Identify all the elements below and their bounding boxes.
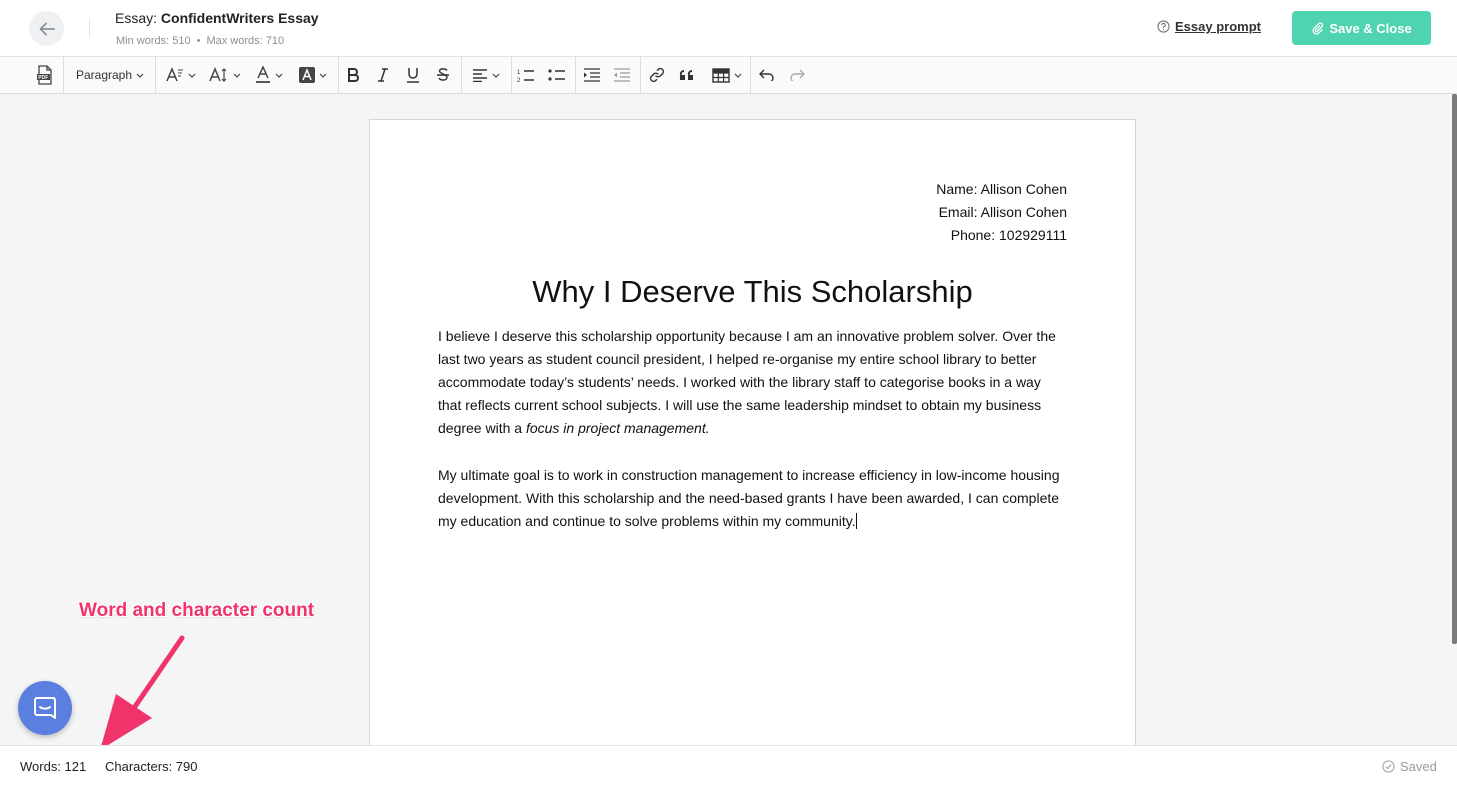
svg-text:2: 2 — [517, 77, 521, 83]
redo-icon — [789, 69, 805, 81]
back-button[interactable] — [29, 11, 64, 46]
paragraph-style-dropdown[interactable] — [72, 63, 148, 87]
document-title-name: ConfidentWriters Essay — [160, 10, 319, 26]
document-title-prefix: Essay: — [115, 10, 161, 26]
essay-prompt-link[interactable] — [1157, 19, 1261, 34]
outdent-button[interactable] — [612, 63, 632, 87]
annotation-arrow-icon — [94, 632, 190, 754]
toolbar-separator — [338, 57, 339, 94]
check-circle-icon — [1382, 760, 1395, 773]
line-height-dropdown[interactable] — [206, 63, 244, 87]
header-divider — [89, 19, 90, 37]
strikethrough-button[interactable] — [433, 63, 453, 87]
essay-prompt-label: Essay prompt — [1175, 19, 1261, 34]
app-header — [0, 0, 1457, 57]
essay-paragraph-2 — [438, 464, 1068, 533]
toolbar-separator — [155, 57, 156, 94]
redo-button[interactable] — [787, 63, 807, 87]
indent-button[interactable] — [582, 63, 602, 87]
undo-button[interactable] — [757, 63, 777, 87]
table-icon — [712, 68, 730, 83]
toolbar-separator — [575, 57, 576, 94]
document-page[interactable] — [369, 119, 1136, 759]
contact-phone: Phone: 102929111 — [950, 227, 1067, 243]
contact-block — [936, 178, 1067, 247]
toolbar-separator — [511, 57, 512, 94]
link-icon — [649, 67, 665, 83]
contact-name: Name: Allison Cohen — [936, 181, 1067, 197]
save-status — [1382, 759, 1437, 774]
paragraph-1-text: I believe I deserve this scholarship opportunity because I am an innovative problem solver. Over the last two years as student council president, I helped re-organise my entire school library to better accommodate today’s students’ needs. I worked with the library staff to categorise books in a way that reflects current school subjects. I will use the same leadership mindset to obtain my business degree with a — [438, 328, 1056, 436]
bulleted-list-icon — [548, 68, 566, 82]
line-height-icon — [209, 67, 229, 83]
chevron-down-icon — [188, 73, 196, 78]
bold-button[interactable] — [343, 63, 363, 87]
indent-icon — [583, 68, 601, 82]
bulleted-list-button[interactable] — [547, 63, 567, 87]
word-count: Words: 121 — [20, 759, 87, 774]
quote-button[interactable] — [677, 63, 697, 87]
chevron-down-icon — [233, 73, 241, 78]
pdf-icon — [36, 65, 54, 85]
paragraph-2-text: My ultimate goal is to work in construction management to increase efficiency in low-income housing development. With this scholarship and the need-based grants I have been awarded, I can complete my education and continue to solve problems within my community. — [438, 467, 1060, 529]
chevron-down-icon — [136, 73, 144, 78]
chevron-down-icon — [319, 73, 327, 78]
bold-icon — [347, 68, 359, 82]
highlight-color-icon — [299, 67, 315, 83]
document-title — [115, 10, 319, 26]
save-close-label: Save & Close — [1329, 20, 1412, 36]
essay-paragraph-1 — [438, 325, 1068, 440]
underline-icon — [406, 67, 420, 83]
font-size-icon — [166, 67, 184, 83]
underline-button[interactable] — [403, 63, 423, 87]
highlight-color-dropdown[interactable] — [295, 63, 331, 87]
italic-button[interactable] — [373, 63, 393, 87]
svg-text:PDF: PDF — [38, 75, 49, 81]
quote-icon — [679, 69, 695, 81]
toolbar-separator — [640, 57, 641, 94]
save-close-button[interactable] — [1292, 11, 1431, 45]
essay-title: Why I Deserve This Scholarship — [532, 274, 973, 309]
chevron-down-icon — [734, 73, 742, 78]
save-status-label: Saved — [1400, 759, 1437, 774]
chevron-down-icon — [275, 73, 283, 78]
svg-text:1: 1 — [517, 69, 521, 76]
chat-icon — [32, 695, 58, 721]
numbered-list-icon — [517, 68, 535, 83]
text-cursor — [856, 513, 857, 529]
meta-separator: • — [196, 35, 201, 47]
toolbar-separator — [63, 57, 64, 94]
vertical-scrollbar[interactable] — [1452, 94, 1457, 644]
toolbar-separator — [461, 57, 462, 94]
status-footer — [0, 745, 1457, 787]
min-words: Min words: 510 — [116, 35, 191, 47]
max-words: Max words: 710 — [206, 35, 285, 47]
toolbar-separator — [750, 57, 751, 94]
strikethrough-icon — [436, 67, 450, 83]
paragraph-style-label: Paragraph — [75, 68, 133, 82]
character-count: Characters: 790 — [105, 759, 198, 774]
question-circle-icon — [1157, 20, 1170, 33]
editor-toolbar — [0, 57, 1457, 94]
undo-icon — [759, 69, 775, 81]
align-dropdown[interactable] — [468, 63, 504, 87]
export-pdf-button[interactable] — [34, 63, 56, 87]
font-color-dropdown[interactable] — [252, 63, 286, 87]
numbered-list-button[interactable] — [516, 63, 536, 87]
italic-icon — [377, 68, 389, 82]
chevron-down-icon — [492, 73, 500, 78]
word-limits — [116, 35, 284, 47]
outdent-icon — [613, 68, 631, 82]
annotation-label: Word and character count — [79, 600, 315, 621]
link-button[interactable] — [647, 63, 667, 87]
font-size-dropdown[interactable] — [163, 63, 199, 87]
font-color-icon — [255, 66, 271, 84]
table-dropdown[interactable] — [708, 63, 746, 87]
paperclip-icon — [1311, 22, 1324, 35]
chat-launcher-button[interactable] — [18, 681, 72, 735]
contact-email: Email: Allison Cohen — [938, 204, 1067, 220]
align-left-icon — [472, 69, 488, 82]
arrow-left-icon — [38, 20, 56, 38]
paragraph-1-italic: focus in project management. — [525, 420, 710, 436]
